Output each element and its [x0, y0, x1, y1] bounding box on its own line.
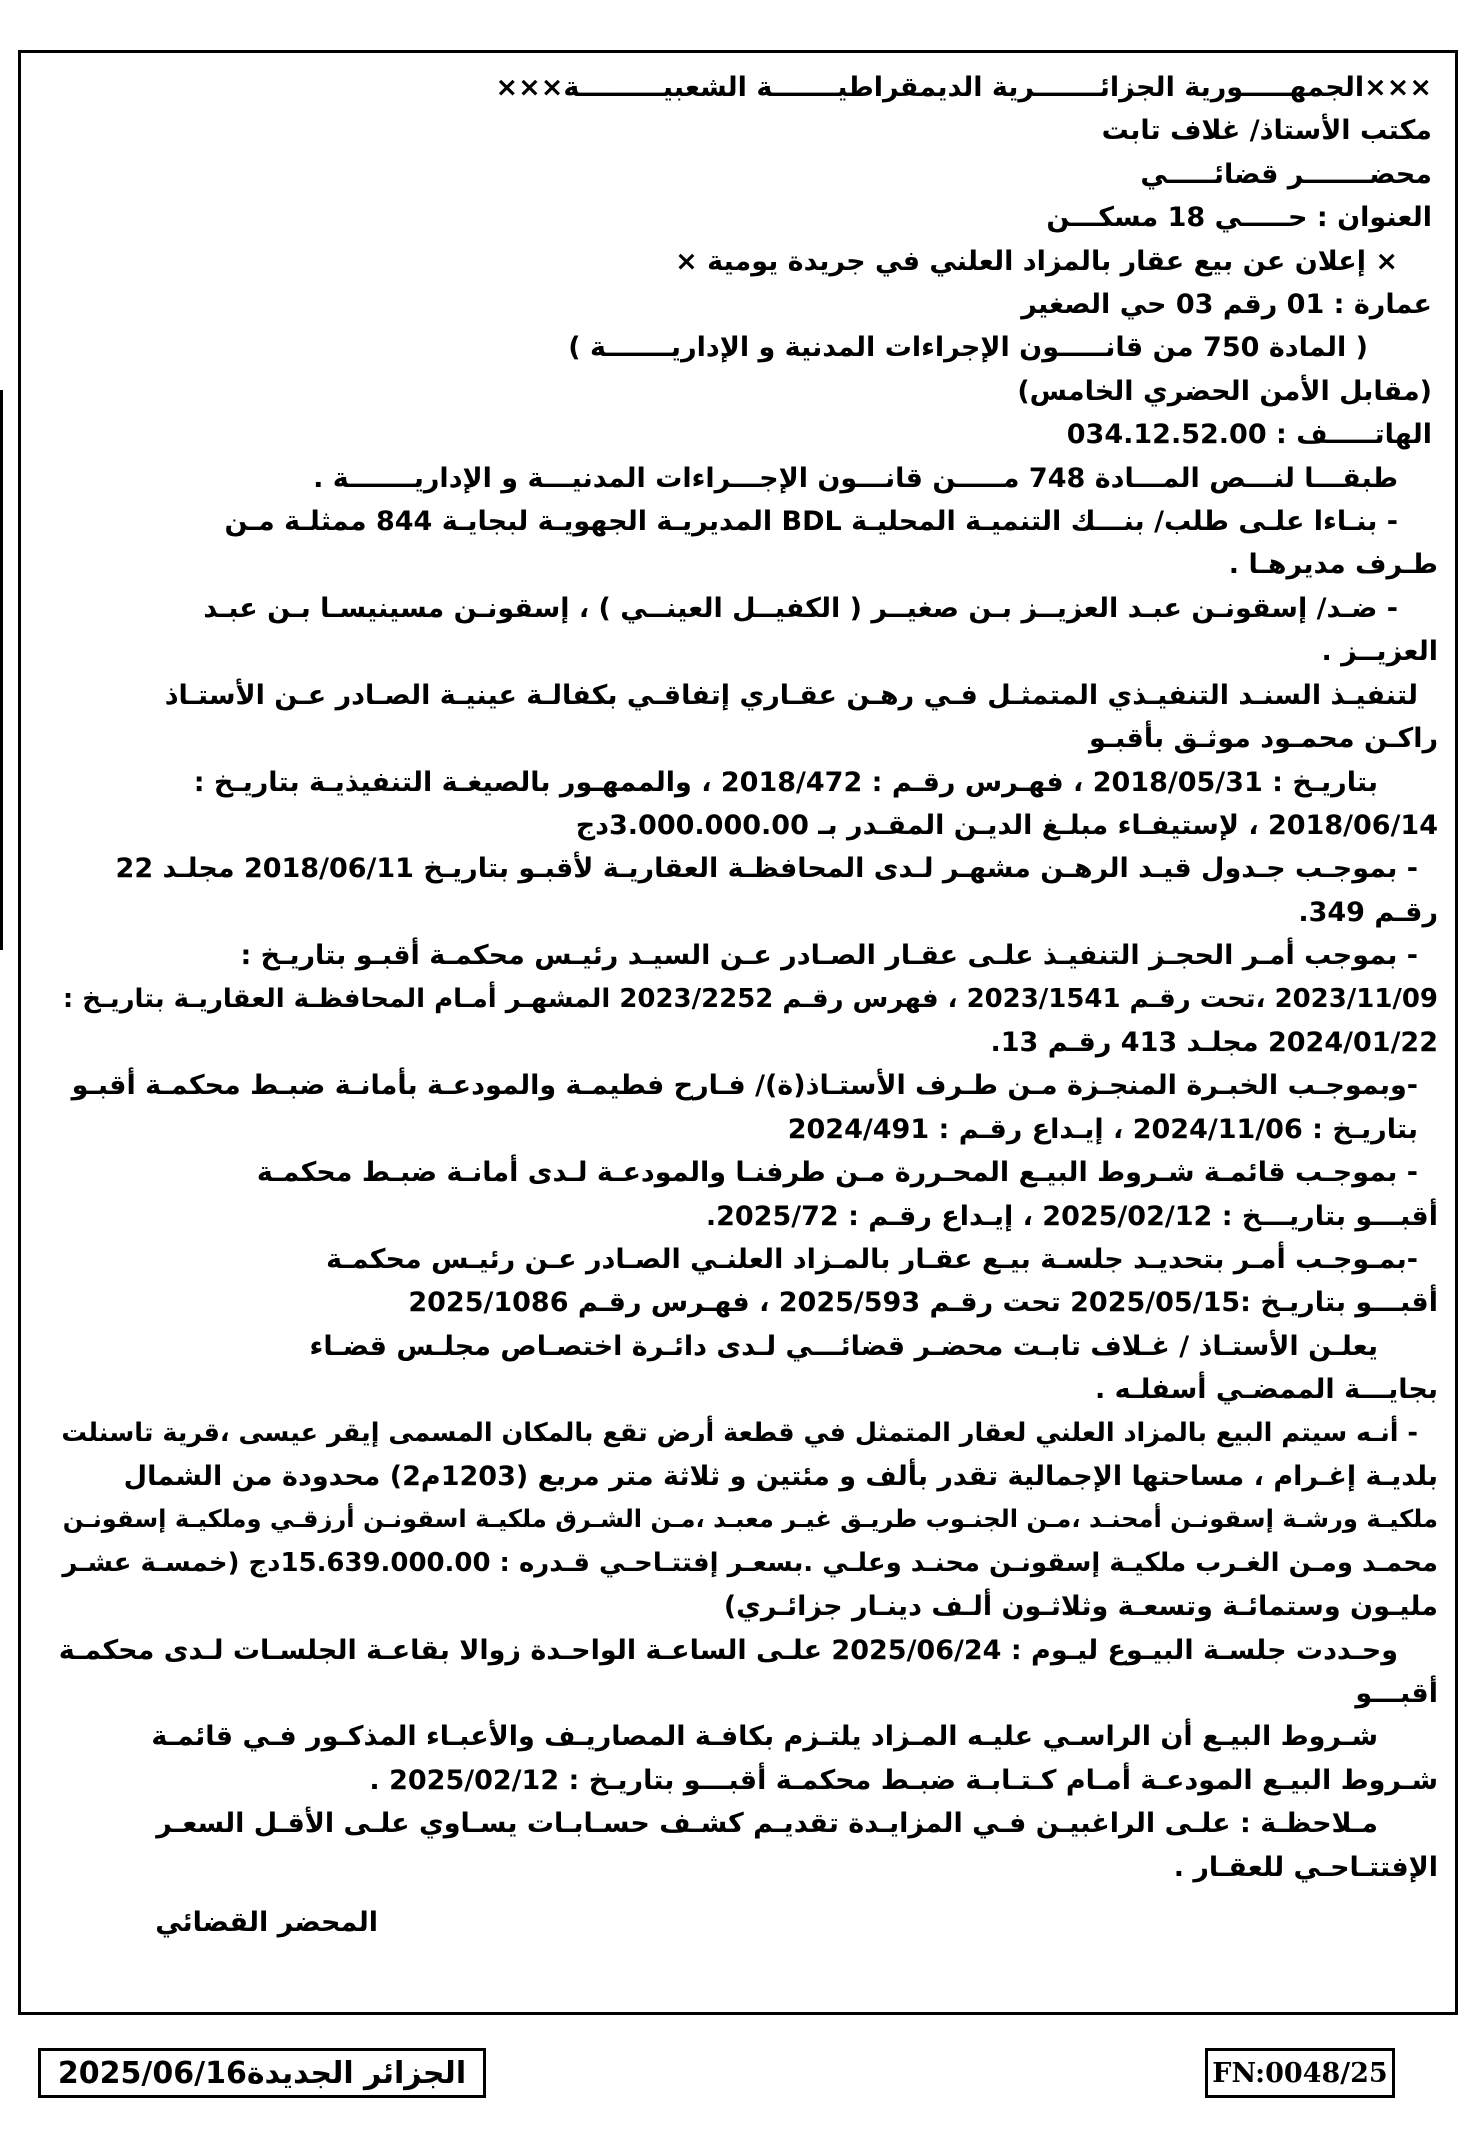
office-name: مكتب الأستاذ/ غلاف تابت [1101, 115, 1432, 147]
paragraph-line: - ضـد/ إسقونـن عبـد العزيــز بـن صغيــر ( الكفيــل العينــي ) ، إسقونـن مسينيسـا بـن عبـد [203, 592, 1398, 624]
paragraph-line: أقبـــو بتاريـــخ : 2025/02/12 ، إيـداع رقـم : 2025/72. [705, 1200, 1438, 1232]
paragraph-line: طبقـــا لنـــص المـــادة 748 مـــــن قانـــون الإجـــراءات المدنيـــة و الإداريـــــــة . [313, 462, 1398, 494]
paragraph [48, 1715, 1438, 1802]
newspaper-date: الجزائر الجديدة2025/06/16 [57, 2055, 467, 2091]
paragraph [48, 934, 1438, 1064]
paragraph [48, 1064, 1438, 1151]
paragraph [48, 1629, 1438, 1716]
paragraph-line: -وبموجـب الخبـرة المنجـزة مـن طـرف الأستـاذ(ة)/ فـارح فطيمـة والمودعـة بأمانـة ضبـط محكمـة أقبـو [71, 1070, 1418, 1102]
address-line: العنوان : حـــــي 18 مسكـــن [1046, 202, 1432, 234]
paragraph-line: العزيــز . [1321, 636, 1438, 668]
paragraph-line: 2018/06/14 ، لإستيفـاء مبلـغ الديـن المقـدر بـ 3.000.000.00دج [575, 809, 1438, 841]
paragraph-line: محمـد ومـن الغـرب ملكيـة إسقونـن محنـد وعلـي .بسعـر إفتتـاحـي قـدره : 15.639.000.00دج (خمسـة عشـر [62, 1547, 1438, 1578]
signature: المحضر القضائي [155, 1907, 378, 1939]
paragraph-line: لتنفيـذ السنـد التنفيـذي المتمثـل فـي رهـن عقـاري إتفاقـي بكفالـة عينيـة الصـادر عـن الأستـاذ [164, 679, 1418, 711]
paragraph [48, 1325, 1438, 1412]
paragraph-line: شـروط البيـع المودعـة أمـام كـتـابـة ضبـط محكمـة أقبـــو بتاريـخ : 2025/02/12 . [369, 1764, 1438, 1796]
republic-title: ×××الجمهـــــورية الجزائـــــــرية الديمقراطيـــــــة الشعبيـــــــــة××× [495, 72, 1432, 103]
paragraph-line: - أنـه سيتم البيع بالمزاد العلني لعقار المتمثل في قطعة أرض تقع بالمكان المسمى إيقر عيسى ،قرية تاسنلت [61, 1417, 1418, 1448]
paragraph-line: - بموجـب جـدول قيـد الرهـن مشهـر لـدى المحافظـة العقاريـة لأقبـو بتاريـخ 2018/06/11 مجلـد 22 [115, 853, 1418, 885]
announcement-body [48, 66, 1438, 1944]
article-reference: ( المادة 750 من قانـــــون الإجراءات المدنية و الإداريـــــــة ) [568, 332, 1368, 364]
paragraph-line: أقبـــو [1355, 1678, 1438, 1710]
building-line: عمارة : 01 رقم 03 حي الصغير [1021, 289, 1432, 321]
paragraph-line: بلديـة إغـرام ، مساحتها الإجمالية تقدر بألف و مئتين و ثلاثة متر مربع (1203م2) محدودة من الشمال [123, 1461, 1438, 1492]
reference-number: FN:0048/25 [1212, 2057, 1388, 2089]
paragraph-line: - بموجـب قائمـة شـروط البيـع المحـررة مـن طرفنـا والمودعـة لـدى أمانـة ضبـط محكمـة [256, 1157, 1418, 1189]
paragraph-line: بتاريـخ : 2018/05/31 ، فهـرس رقـم : 2018/472 ، والممهـور بالصيغـة التنفيذيـة بتاريـخ : [193, 766, 1378, 798]
paragraph [48, 1151, 1438, 1238]
paragraph [48, 500, 1438, 587]
paragraph-line: - بموجب أمـر الحجـز التنفيـذ علـى عقـار الصـادر عـن السيـد رئيـس محكمـة أقبـو بتاريـخ : [240, 940, 1418, 972]
paragraph-line: - بنـاءا علـى طلب/ بنـــك التنميـة المحليـة BDL المديريـة الجهويـة لبجايـة 844 ممثلـة مـن [224, 506, 1398, 538]
paragraph [48, 457, 1438, 500]
paragraph-line: مليـون وستمائـة وتسعـة وثلاثـون ألـف دينـار جزائـري) [723, 1591, 1438, 1623]
newspaper-date-box [38, 2048, 486, 2098]
header-block [48, 66, 1438, 457]
paragraph-line: مـلاحظـة : علـى الراغبيـن فـي المزايـدة تقديـم كشـف حسـابـات يسـاوي علـى الأقـل السعـر [156, 1808, 1378, 1840]
phone-line: الهاتـــــف : 034.12.52.00 [1066, 419, 1432, 451]
paragraph-line: بتاريـخ : 2024/11/06 ، إيـداع رقـم : 2024/491 [787, 1113, 1418, 1145]
paragraph [48, 1238, 1438, 1325]
paragraph-line: شـروط البيـع أن الراسـي عليـه المـزاد يلتـزم بكافـة المصاريـف والأعبـاء المذكـور فـي قائمـة [151, 1721, 1378, 1753]
paragraph [48, 1802, 1438, 1889]
paragraph [48, 1412, 1438, 1629]
margin-rule [0, 390, 3, 950]
paragraph-line: 2024/01/22 مجلـد 413 رقـم 13. [990, 1026, 1438, 1058]
paragraph [48, 587, 1438, 674]
paragraph-line: -بمـوجـب أمـر بتحديـد جلسـة بيـع عقـار بالمـزاد العلنـي الصـادر عـن رئيـس محكمـة [326, 1243, 1418, 1275]
paragraph-line: رقـم 349. [1298, 896, 1438, 928]
paragraph-line: أقبـــو بتاريـخ :2025/05/15 تحت رقـم 2025/593 ، فهـرس رقـم 2025/1086 [408, 1287, 1438, 1319]
paragraph [48, 761, 1438, 848]
landmark-line: (مقابل الأمن الحضري الخامس) [1017, 375, 1432, 407]
paragraph-line: الإفتتـاحـي للعقـار . [1173, 1851, 1438, 1883]
paragraph-line: راكـن محمـود موثـق بأقبـو [1089, 723, 1438, 755]
paragraph [48, 674, 1438, 761]
reference-box [1205, 2048, 1395, 2098]
paragraph-line: ملكيـة ورشـة إسقونـن أمحنـد ،مـن الجنـوب طريـق غيـر معبـد ،مـن الشـرق ملكيـة اسقونـن أرزقـي وملكيـة إسقونـن [62, 1505, 1438, 1534]
paragraph-line: طـرف مديرهـا . [1228, 549, 1438, 581]
paragraph [48, 847, 1438, 934]
paragraph-line: بجايـــة الممضـي أسفلـه . [1095, 1374, 1438, 1406]
bailiff-title: محضـــــــر قضائـــــي [1140, 158, 1432, 190]
paragraph-line: يعلـن الأستـاذ / غـلاف تابـت محضـر قضائـــي لـدى دائـرة اختصـاص مجلـس قضـاء [309, 1330, 1378, 1362]
paragraph-line: وحـددت جلسـة البيـوع ليـوم : 2025/06/24 علـى الساعـة الواحـدة زوالا بقاعـة الجلسـات لـدى محكمـة [58, 1634, 1398, 1666]
paragraph-line: 2023/11/09 ،تحت رقـم 2023/1541 ، فهرس رقـم 2023/2252 المشهـر أمـام المحافظـة العقاريـة بتاريـخ : [62, 983, 1438, 1014]
announcement-title: × إعلان عن بيع عقار بالمزاد العلني في جريدة يومية × [675, 245, 1398, 277]
